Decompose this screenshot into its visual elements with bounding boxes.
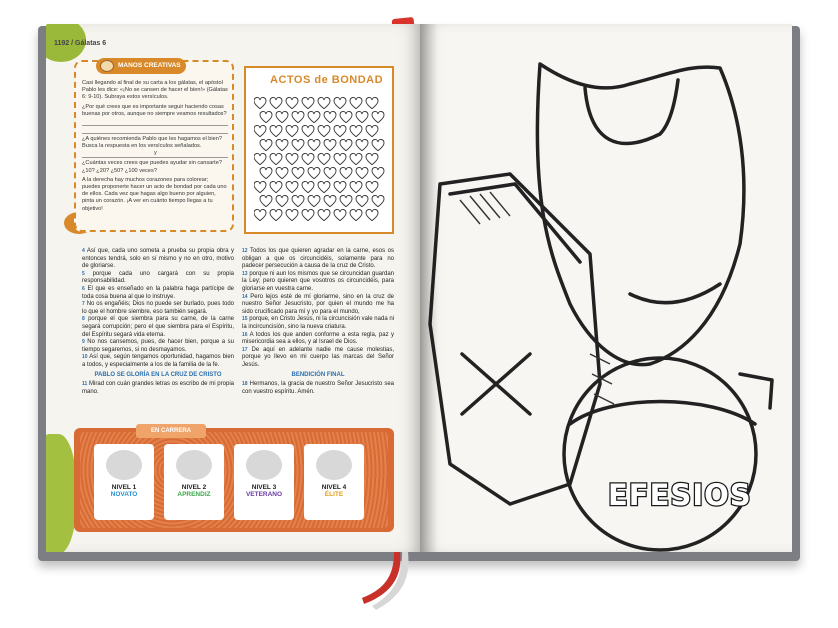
heart-outline[interactable]: [260, 167, 272, 179]
verse-number: 5: [82, 270, 85, 277]
heart-outline[interactable]: [260, 195, 272, 207]
verse-text: No nos cansemos, pues, de hacer bien, porque a su tiempo segaremos, si no desmayamos.: [82, 339, 234, 353]
heart-outline[interactable]: [356, 111, 368, 123]
verse: [82, 354, 234, 369]
verse-text: Mirad con cuán grandes letras os escribo de mi propia mano.: [82, 381, 234, 395]
verses-left: [82, 248, 234, 370]
heart-outline[interactable]: [334, 209, 346, 221]
heart-outline[interactable]: [308, 195, 320, 207]
level-silhouette-icon: [246, 450, 282, 480]
level-name: ÉLITE: [324, 491, 344, 498]
heart-outline[interactable]: [350, 209, 362, 221]
heart-outline[interactable]: [318, 125, 330, 137]
heart-outline[interactable]: [340, 111, 352, 123]
verse: [82, 301, 234, 316]
heart-outline[interactable]: [286, 97, 298, 109]
heart-outline[interactable]: [334, 181, 346, 193]
level-silhouette-icon: [176, 450, 212, 480]
verse: [82, 381, 234, 396]
heart-outline[interactable]: [302, 153, 314, 165]
verse-number: 16: [242, 331, 248, 338]
heart-outline[interactable]: [270, 153, 282, 165]
heart-outline[interactable]: [324, 167, 336, 179]
verse-text: porque cada uno cargará con su propia responsabilidad.: [82, 270, 234, 285]
section-heading: BENDICIÓN FINAL: [291, 371, 345, 378]
verse-number: 11: [82, 381, 88, 388]
level-name: VETERANO: [245, 491, 283, 498]
heart-outline[interactable]: [302, 181, 314, 193]
heart-outline[interactable]: [372, 139, 384, 151]
level-card: [304, 444, 364, 520]
heart-outline[interactable]: [286, 181, 298, 193]
heart-outline[interactable]: [276, 195, 288, 207]
level-silhouette-icon: [316, 450, 352, 480]
heart-outline[interactable]: [340, 195, 352, 207]
verse-number: 14: [242, 293, 248, 300]
level-name: APRENDIZ: [177, 491, 211, 498]
heart-outline[interactable]: [302, 97, 314, 109]
heart-outline[interactable]: [270, 125, 282, 137]
level-card: [234, 444, 294, 520]
heart-outline[interactable]: [302, 125, 314, 137]
verse-text: Pero lejos esté de mí gloriarme, sino en la cruz de nuestro Señor Jesucristo, por quien el mundo me ha sido crucificado para mí y yo para el mundo,: [242, 293, 394, 315]
manos-creativas-text: [82, 80, 228, 215]
verse: [242, 316, 394, 331]
heart-outline[interactable]: [292, 195, 304, 207]
heart-outline[interactable]: [286, 209, 298, 221]
heart-outline[interactable]: [350, 97, 362, 109]
heart-outline[interactable]: [318, 209, 330, 221]
heart-outline[interactable]: [286, 153, 298, 165]
verse-number: 13: [242, 270, 248, 277]
heart-outline[interactable]: [254, 97, 266, 109]
answer-line[interactable]: [82, 152, 228, 158]
paragraph: ¿Cuántas veces crees que puedes ayudar sin cansarte? ¿10? ¿20? ¿50? ¿100 veces?: [82, 160, 222, 174]
heart-outline[interactable]: [356, 195, 368, 207]
heart-outline[interactable]: [308, 139, 320, 151]
verse: [242, 294, 394, 317]
green-paint-splat: [46, 434, 76, 552]
heart-outline[interactable]: [372, 167, 384, 179]
verse-text: porque ni aun los mismos que se circuncidan guardan la Ley; pero quieren que vosotros os circuncidéis, para gloriarse en vuestra carne.: [242, 270, 394, 292]
verse-number: 8: [82, 316, 85, 323]
right-page: [420, 24, 792, 552]
section-heading: PABLO SE GLORÍA EN LA CRUZ DE CRISTO: [94, 371, 222, 378]
answer-line[interactable]: [82, 120, 228, 126]
answer-line[interactable]: [82, 128, 228, 134]
level-number: NIVEL 3: [251, 484, 277, 491]
heart-outline[interactable]: [302, 209, 314, 221]
hearts-grid: [254, 94, 386, 230]
heart-outline[interactable]: [286, 125, 298, 137]
paragraph: Casi llegando al final de su carta a los gálatas, el apóstol Pablo les dice: «¡No se cansen de hacer el bien!» (Gálatas 6: 9-10). Subraya estos versículos.: [82, 80, 228, 101]
heart-outline[interactable]: [292, 167, 304, 179]
heart-outline[interactable]: [334, 97, 346, 109]
verse-number: 18: [242, 381, 248, 388]
heart-outline[interactable]: [292, 111, 304, 123]
verse-number: 6: [82, 285, 85, 292]
paragraph: ¿A quiénes recomienda Pablo que les hagamos el bien? Busca la respuesta en los versículos señalados.: [82, 136, 222, 150]
heart-outline[interactable]: [334, 125, 346, 137]
heart-outline[interactable]: [334, 153, 346, 165]
actos-de-bondad-title: ACTOS de BONDAD: [270, 74, 384, 86]
verse: [242, 381, 394, 396]
hands-icon: [100, 60, 114, 72]
verse-number: 15: [242, 316, 248, 323]
verse-text: A todos los que anden conforme a esta regla, paz y misericordia sea a ellos, y al Israel de Dios.: [242, 331, 394, 346]
heart-outline[interactable]: [254, 181, 266, 193]
ribbon-bookmark-bottom: [360, 552, 420, 612]
sketch-hatch-lines: [420, 24, 792, 552]
heart-outline[interactable]: [324, 139, 336, 151]
verse-text: porque el que siembra para su carne, de la carne segará corrupción; pero el que siembra para el Espíritu, del Espíritu segará vida eterna.: [82, 316, 234, 338]
verse-text: Hermanos, la gracia de nuestro Señor Jesucristo sea con vuestro espíritu. Amén.: [242, 381, 394, 395]
verse-text: Así que, cada uno someta a prueba su propia obra y entonces tendrá, solo en sí mismo y no en otro, motivo de gloriarse.: [82, 248, 234, 270]
heart-outline[interactable]: [372, 195, 384, 207]
heart-outline[interactable]: [260, 139, 272, 151]
level-card: [164, 444, 224, 520]
verse: [242, 332, 394, 347]
heart-outline[interactable]: [324, 195, 336, 207]
heart-outline[interactable]: [366, 181, 378, 193]
page-header: 1192 / Gálatas 6: [54, 40, 107, 47]
heart-outline[interactable]: [276, 139, 288, 151]
verse-text: De aquí en adelante nadie me cause molestias, porque yo llevo en mi cuerpo las marcas del Señor Jesús.: [242, 346, 394, 368]
paragraph: A la derecha hay muchos corazones para colorear; puedes proponerte hacer un acto de bondad por cada uno de ellos. Cada vez que hagas algo bueno por alguien, pinta un corazón. ¡A ver en cuánto tiempo llegas a tu objetivo!: [82, 176, 227, 212]
verse-text: El que es enseñado en la palabra haga partícipe de toda cosa buena al que lo instruye.: [82, 285, 234, 300]
heart-outline[interactable]: [350, 125, 362, 137]
heart-outline[interactable]: [260, 111, 272, 123]
heart-outline[interactable]: [292, 139, 304, 151]
column-left: [82, 248, 234, 396]
verses-right: [242, 248, 394, 370]
heart-outline[interactable]: [324, 111, 336, 123]
heart-outline[interactable]: [276, 167, 288, 179]
verse-number: 4: [82, 248, 85, 254]
verse: [82, 248, 234, 271]
verse-text: No os engañéis; Dios no puede ser burlado, pues todo lo que el hombre siembre, eso también segará.: [82, 301, 234, 315]
manos-creativas-title: MANOS CREATIVAS: [96, 58, 186, 74]
heart-outline[interactable]: [276, 111, 288, 123]
en-carrera-title: EN CARRERA: [136, 424, 206, 438]
heart-outline[interactable]: [372, 111, 384, 123]
verse: [82, 286, 234, 301]
verse-text: Así que, según tengamos oportunidad, hagamos bien a todos, y especialmente a los de la familia de la fe.: [82, 354, 234, 368]
heart-outline[interactable]: [366, 97, 378, 109]
heart-outline[interactable]: [366, 125, 378, 137]
blank-separator: y: [154, 150, 157, 157]
level-name: NOVATO: [110, 491, 138, 498]
verse: [242, 271, 394, 294]
verse: [242, 248, 394, 271]
heart-outline[interactable]: [340, 139, 352, 151]
heart-outline[interactable]: [308, 167, 320, 179]
level-number: NIVEL 4: [321, 484, 347, 491]
page-shadow: [420, 24, 438, 552]
verse-number: 17: [242, 346, 248, 353]
verse-number: 10: [82, 354, 88, 361]
verse-number: 7: [82, 301, 85, 308]
level-card: [94, 444, 154, 520]
level-number: NIVEL 1: [111, 484, 137, 491]
verse-number: 12: [242, 248, 248, 254]
verse-text: Todos los que quieren agradar en la carne, esos os obligan a que os circuncidéis, solamente para no padecer persecución a causa de la cruz de Cristo.: [242, 248, 394, 270]
verse-number: 9: [82, 339, 85, 346]
level-number: NIVEL 2: [181, 484, 207, 491]
heart-outline[interactable]: [318, 153, 330, 165]
heart-outline[interactable]: [366, 209, 378, 221]
heart-outline[interactable]: [270, 181, 282, 193]
verse: [242, 347, 394, 370]
heart-outline[interactable]: [366, 153, 378, 165]
heart-outline[interactable]: [340, 167, 352, 179]
heart-outline[interactable]: [254, 125, 266, 137]
paragraph: ¿Por qué crees que es importante seguir haciendo cosas buenas por otros, aunque no siempre veamos resultados?: [82, 103, 227, 117]
heart-outline[interactable]: [318, 181, 330, 193]
column-right: [242, 248, 394, 396]
level-silhouette-icon: [106, 450, 142, 480]
heart-outline[interactable]: [254, 209, 266, 221]
book-title-efesios: EFESIOS: [608, 478, 752, 512]
verse: [82, 339, 234, 354]
heart-outline[interactable]: [356, 167, 368, 179]
heart-outline[interactable]: [270, 209, 282, 221]
verse-text: porque, en Cristo Jesús, ni la circuncisión vale nada ni la incircuncisión, sino la nueva criatura.: [242, 316, 394, 330]
heart-outline[interactable]: [350, 181, 362, 193]
heart-outline[interactable]: [254, 153, 266, 165]
heart-outline[interactable]: [270, 97, 282, 109]
verse: [82, 316, 234, 339]
heart-outline[interactable]: [308, 111, 320, 123]
heart-outline[interactable]: [350, 153, 362, 165]
verse: [82, 271, 234, 286]
heart-outline[interactable]: [318, 97, 330, 109]
heart-outline[interactable]: [356, 139, 368, 151]
